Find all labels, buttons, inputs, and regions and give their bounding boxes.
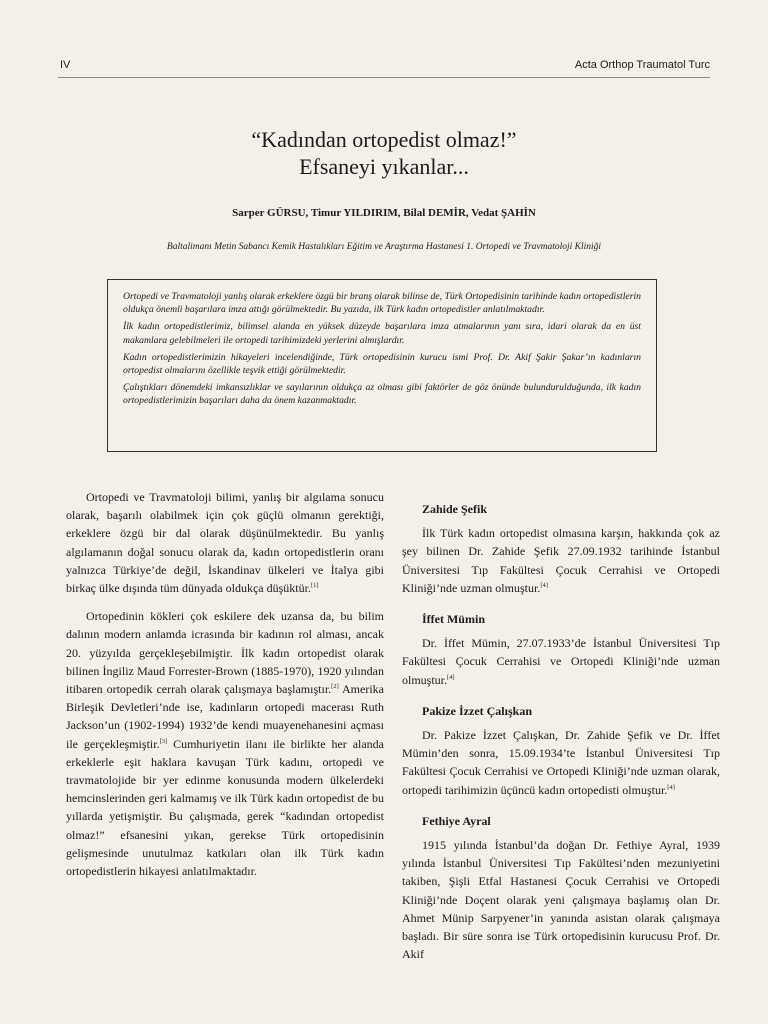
- title-line-1: “Kadından ortopedist olmaz!”: [251, 127, 517, 152]
- citation: [1]: [310, 582, 319, 590]
- citation: [3]: [159, 737, 168, 745]
- abstract-paragraph: Ortopedi ve Travmatoloji yanlış olarak erkeklere özgü bir branş olarak bilinse de, Türk Ortopedisinin tarihinde kadın ortopedistlerin oldukça önemli başarılara imza attığı görülmektedir. Bu yazıda, ilk Türk kadın ortopedistler anlatılmaktadır.: [123, 291, 641, 316]
- citation: [2]: [331, 683, 339, 691]
- citation: [4]: [667, 783, 675, 791]
- page-number: IV: [60, 59, 71, 71]
- article-title: [0, 126, 768, 180]
- intro-paragraph: [66, 488, 384, 597]
- abstract-paragraph: İlk kadın ortopedistlerimiz, bilimsel alanda en yüksek düzeyde başarılara imza atmalarının yanı sıra, idari olarak da en üst makamlara gelebilmeleri ile ortopedi tarihimizdeki yerlerini almışlardır.: [123, 321, 641, 346]
- author-list: Sarper GÜRSU, Timur YILDIRIM, Bilal DEMİR, Vedat ŞAHİN: [232, 207, 536, 219]
- section-text: İlk Türk kadın ortopedist olmasına karşın, hakkında çok az şey bilinen Dr. Zahide Şefik 27.09.1932 tarihinde İstanbul Üniversitesi Tıp Fakültesi Çocuk Cerrahisi ve Ortopedi Kliniği’nde uzman olmuştur.: [402, 526, 720, 595]
- section-heading: İffet Mümin: [422, 612, 485, 627]
- history-text-2: Amerika Birleşik Devletleri’nde ise, kadınların ortopedi macerası Ruth Jackson’un (1902-1994) 1932’de kendi muayenehanesini açması ile gerçekleşmiştir.: [66, 682, 384, 751]
- section-text: Dr. Pakize İzzet Çalışkan, Dr. Zahide Şefik ve Dr. İffet Mümin’den sonra, 15.09.1934’te İstanbul Üniversitesi Tıp Fakültesi Çocuk Cerrahisi ve Ortopedi Kliniği’nde uzman olarak, ortopedi tarihimizin üçüncü kadın ortopedisti olmuştur.: [402, 728, 720, 797]
- section-heading: Zahide Şefik: [422, 502, 488, 516]
- intro-text: Ortopedi ve Travmatoloji bilimi, yanlış bir algılama sonucu olarak, başarılı olabilmek için çok güçlü olmanın gerektiği, erkeklere özgü bir dal olarak düşünülmektedir. Bu yanlış algılamanın doğal sonucu olarak da, kadın ortopedistlerin oranı yalnızca Türkiye’de değil, İskandinav ülkeleri ve İtalya gibi birkaç ülke dışında tüm dünyada oldukça düşüktür.: [66, 490, 384, 596]
- section-heading: Pakize İzzet Çalışkan: [422, 703, 532, 718]
- header-divider: [58, 77, 710, 78]
- section-paragraph: [402, 634, 720, 689]
- left-column: [66, 488, 384, 890]
- abstract-paragraph: Çalıştıkları dönemdeki imkansızlıklar ve sayılarının oldukça az olması gibi faktörler de göz önünde bulundurulduğunda, ilk kadın ortopedistlerimizin başarıları daha da önem kazanmaktadır.: [123, 382, 641, 407]
- section-heading: Fethiye Ayral: [422, 813, 491, 828]
- section-paragraph: [402, 524, 720, 597]
- citation: [4]: [540, 581, 548, 589]
- affiliation: Baltalimanı Metin Sabancı Kemik Hastalıkları Eğitim ve Araştırma Hastanesi 1. Ortopedi ve Travmatoloji Kliniği: [166, 242, 602, 252]
- citation: [4]: [447, 673, 455, 681]
- history-text-3: Cumhuriyetin ilanı ile birlikte her alanda erkeklerle eşit haklara kavuşan Türk kadını, ortopedi ve travmatolojide bir yer edinme konusunda modern ülkelerdeki hemcinslerinden geri kalmamış ve ilk Türk kadın ortopedist de bu yıllarda yetişmiştir. Bu çalışmada, gerek “kadından ortopedist olmaz!” efsanesini yıkan, gerekse Türk ortopedisinin gelişmesinde unutulmaz katkıları olan ilk Türk kadın ortopedistlerin hikayesi anlatılmaktadır.: [66, 736, 385, 879]
- history-paragraph: [66, 607, 384, 880]
- history-text-1: Ortopedinin kökleri çok eskilere dek uzansa da, bu bilim dalının modern anlamda icrasında bir kadının rol alması, ancak 20. yüzyılda gerçekleşebilmiştir. İlk kadın ortopedist olarak bilinen İngiliz Maud Forrester-Brown (1885-1970), 1920 yılından itibaren ortopedik cerrah olarak çalışmaya başlamıştır.: [66, 609, 384, 697]
- abstract-paragraph: Kadın ortopedistlerimizin hikayeleri incelendiğinde, Türk ortopedisinin kurucu ismi Prof. Dr. Akif Şakir Şakar’ın kadınların ortopedist olmalarını özellikle teşvik ettiği görülmektedir.: [123, 351, 641, 377]
- right-column: [402, 500, 720, 976]
- section-text: Dr. İffet Mümin, 27.07.1933’de İstanbul Üniversitesi Tıp Fakültesi Çocuk Cerrahisi ve Ortopedi Kliniği’nde uzman olmuştur.: [402, 636, 720, 687]
- section-paragraph: [402, 726, 720, 799]
- section-paragraph: 1915 yılında İstanbul’da doğan Dr. Fethiye Ayral, 1939 yılında İstanbul Üniversitesi Tıp Fakültesi’nden mezuniyetini takiben, Şişli Etfal Hastanesi Çocuk Cerrahisi ve Ortopedi Kliniği’nde Doçent olarak yeni çalışmaya başlamış olan Dr. Ahmet Münip Sarpyener’in yanında asistan olarak çalışmaya başladı. Bir süre sonra ise Türk ortopedisinin kurucusu Prof. Dr. Akif: [402, 838, 720, 962]
- title-line-2: Efsaneyi yıkanlar...: [299, 154, 469, 179]
- journal-name: Acta Orthop Traumatol Turc: [574, 59, 710, 71]
- abstract-box: [107, 279, 657, 452]
